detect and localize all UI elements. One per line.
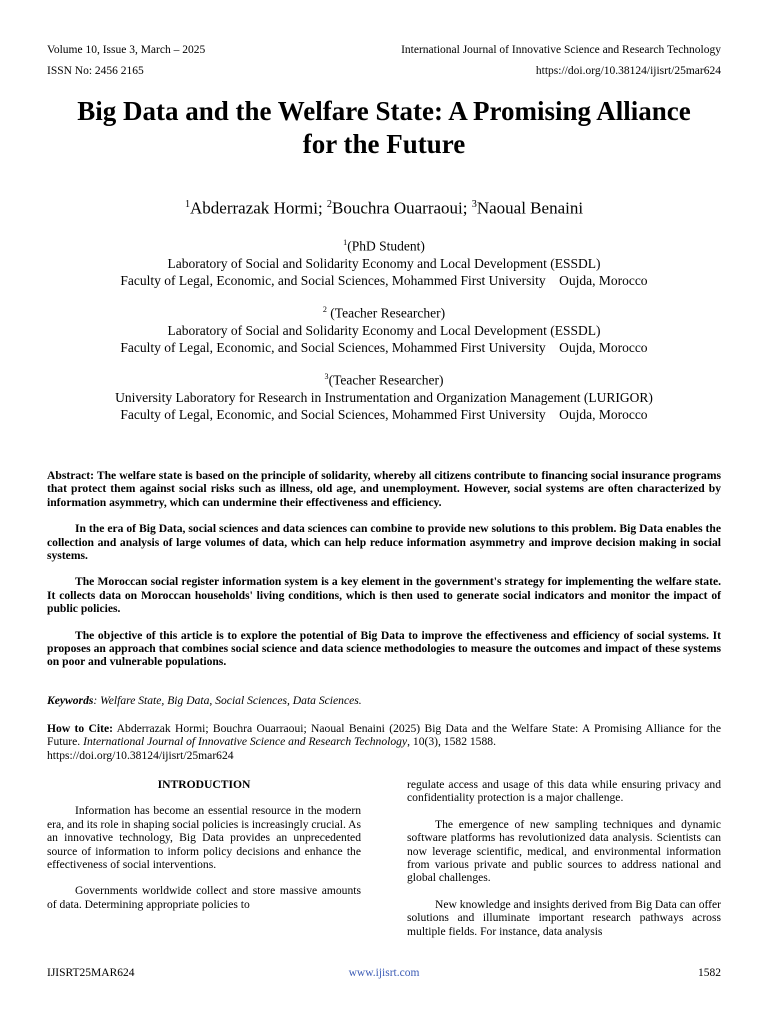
affiliation-3-role: (Teacher Researcher) [328,372,444,388]
header-journal: International Journal of Innovative Science and Research Technology [401,44,721,56]
affiliation-3 [0,368,768,423]
affiliation-1 [0,234,768,289]
author-3: Naoual Benaini [476,198,584,218]
affiliation-1-sup: 1 [343,238,348,247]
cite-text: Abderrazak Hormi; Bouchra Ouarraoui; Naoual Benaini (2025) Big Data and the Welfare State: A Promising Alliance for the Future. [47,722,721,749]
affiliation-3-sup: 3 [324,372,329,381]
keywords-label: Keywords [47,694,94,707]
paper-title: Big Data and the Welfare State: A Promising Alliance for the Future [77,96,691,159]
footer-page-number: 1582 [698,967,721,979]
abstract-p3: The Moroccan social register information system is a key element in the government's strategy for implementing the welfare state. It collects data on Moroccan households' living conditions, which is then used to generate social indicators and monitor the impact of public policies. [47,575,721,616]
right-col-p1: regulate access and usage of this data while ensuring privacy and confidentiality protection is a major challenge. [407,778,721,805]
affiliation-2-role: (Teacher Researcher) [326,305,446,321]
cite-label: How to Cite: [47,722,113,735]
affiliation-1-faculty: Faculty of Legal, Economic, and Social Sciences, Mohammed First University Oujda, Morocco [120,272,648,288]
affiliation-2 [0,301,768,356]
affiliation-2-sup: 2 [322,305,327,314]
cite-doi[interactable]: https://doi.org/10.38124/ijisrt/25mar624 [47,748,234,762]
cite-rest: , 10(3), 1582 1588. [407,735,496,749]
cite-journal: International Journal of Innovative Science and Research Technology [83,735,408,749]
right-col-p2: The emergence of new sampling techniques and dynamic software platforms has revolutionized data analysis. Scientists can now leverage scientific, medical, and environmental information from various private and public sources to address national and global challenges. [407,817,721,885]
right-column [407,778,721,938]
header-doi[interactable]: https://doi.org/10.38124/ijisrt/25mar624 [535,65,721,77]
how-to-cite [47,722,721,762]
keywords [47,694,721,707]
author-1: Abderrazak Hormi; [190,198,327,218]
left-column [47,778,361,911]
header-volume: Volume 10, Issue 3, March – 2025 [47,44,206,56]
affiliation-1-lab: Laboratory of Social and Solidarity Economy and Local Development (ESSDL) [167,255,601,271]
right-col-p3: New knowledge and insights derived from Big Data can offer solutions and illuminate important research pathways across multiple fields. For instance, data analysis [407,897,722,938]
abstract-p2: In the era of Big Data, social sciences and data sciences can combine to provide new solutions to this problem. Big Data enables the collection and analysis of large volumes of data, which can help reduce information asymmetry and improve decision making in social systems. [47,522,721,563]
author-list [0,194,768,220]
affiliation-2-lab: Laboratory of Social and Solidarity Economy and Local Development (ESSDL) [167,322,601,338]
header-issn: ISSN No: 2456 2165 [47,65,144,77]
keywords-value: : Welfare State, Big Data, Social Sciences, Data Sciences. [93,694,362,707]
affiliation-1-role: (PhD Student) [347,238,425,254]
section-heading-introduction: INTRODUCTION [157,778,251,791]
left-col-p2: Governments worldwide collect and store massive amounts of data. Determining appropriate policies to [47,884,361,911]
footer-website-link[interactable]: www.ijisrt.com [348,967,420,979]
left-col-p1: Information has become an essential resource in the modern era, and its role in shaping social policies is increasingly crucial. As an innovative technology, Big Data provides an unprecedented source of information to inform policy decisions and enhance the effectiveness of social interventions. [47,804,361,872]
author-1-sup: 1 [184,199,191,210]
abstract [47,469,721,669]
author-2: Bouchra Ouarraoui; [332,198,472,218]
author-3-sup: 3 [471,199,477,210]
abstract-p1: Abstract: The welfare state is based on the principle of solidarity, whereby all citizens contribute to financing social insurance programs that protect them against social risks such as illness, old age, and unemployment. However, social systems are often characterized by information asymmetry, which can undermine their effectiveness and efficiency. [47,469,721,509]
affiliation-3-faculty: Faculty of Legal, Economic, and Social Sciences, Mohammed First University Oujda, Morocco [120,406,648,422]
footer-article-id: IJISRT25MAR624 [47,967,135,979]
affiliation-2-faculty: Faculty of Legal, Economic, and Social Sciences, Mohammed First University Oujda, Morocco [120,339,648,355]
abstract-p4: The objective of this article is to explore the potential of Big Data to improve the effectiveness and efficiency of social systems. It proposes an approach that combines social science and data science methodologies to measure the outcomes and impact of these systems on poor and vulnerable populations. [47,628,721,669]
author-2-sup: 2 [326,199,333,210]
affiliation-3-lab: University Laboratory for Research in Instrumentation and Organization Management (LURIGOR) [115,389,653,405]
